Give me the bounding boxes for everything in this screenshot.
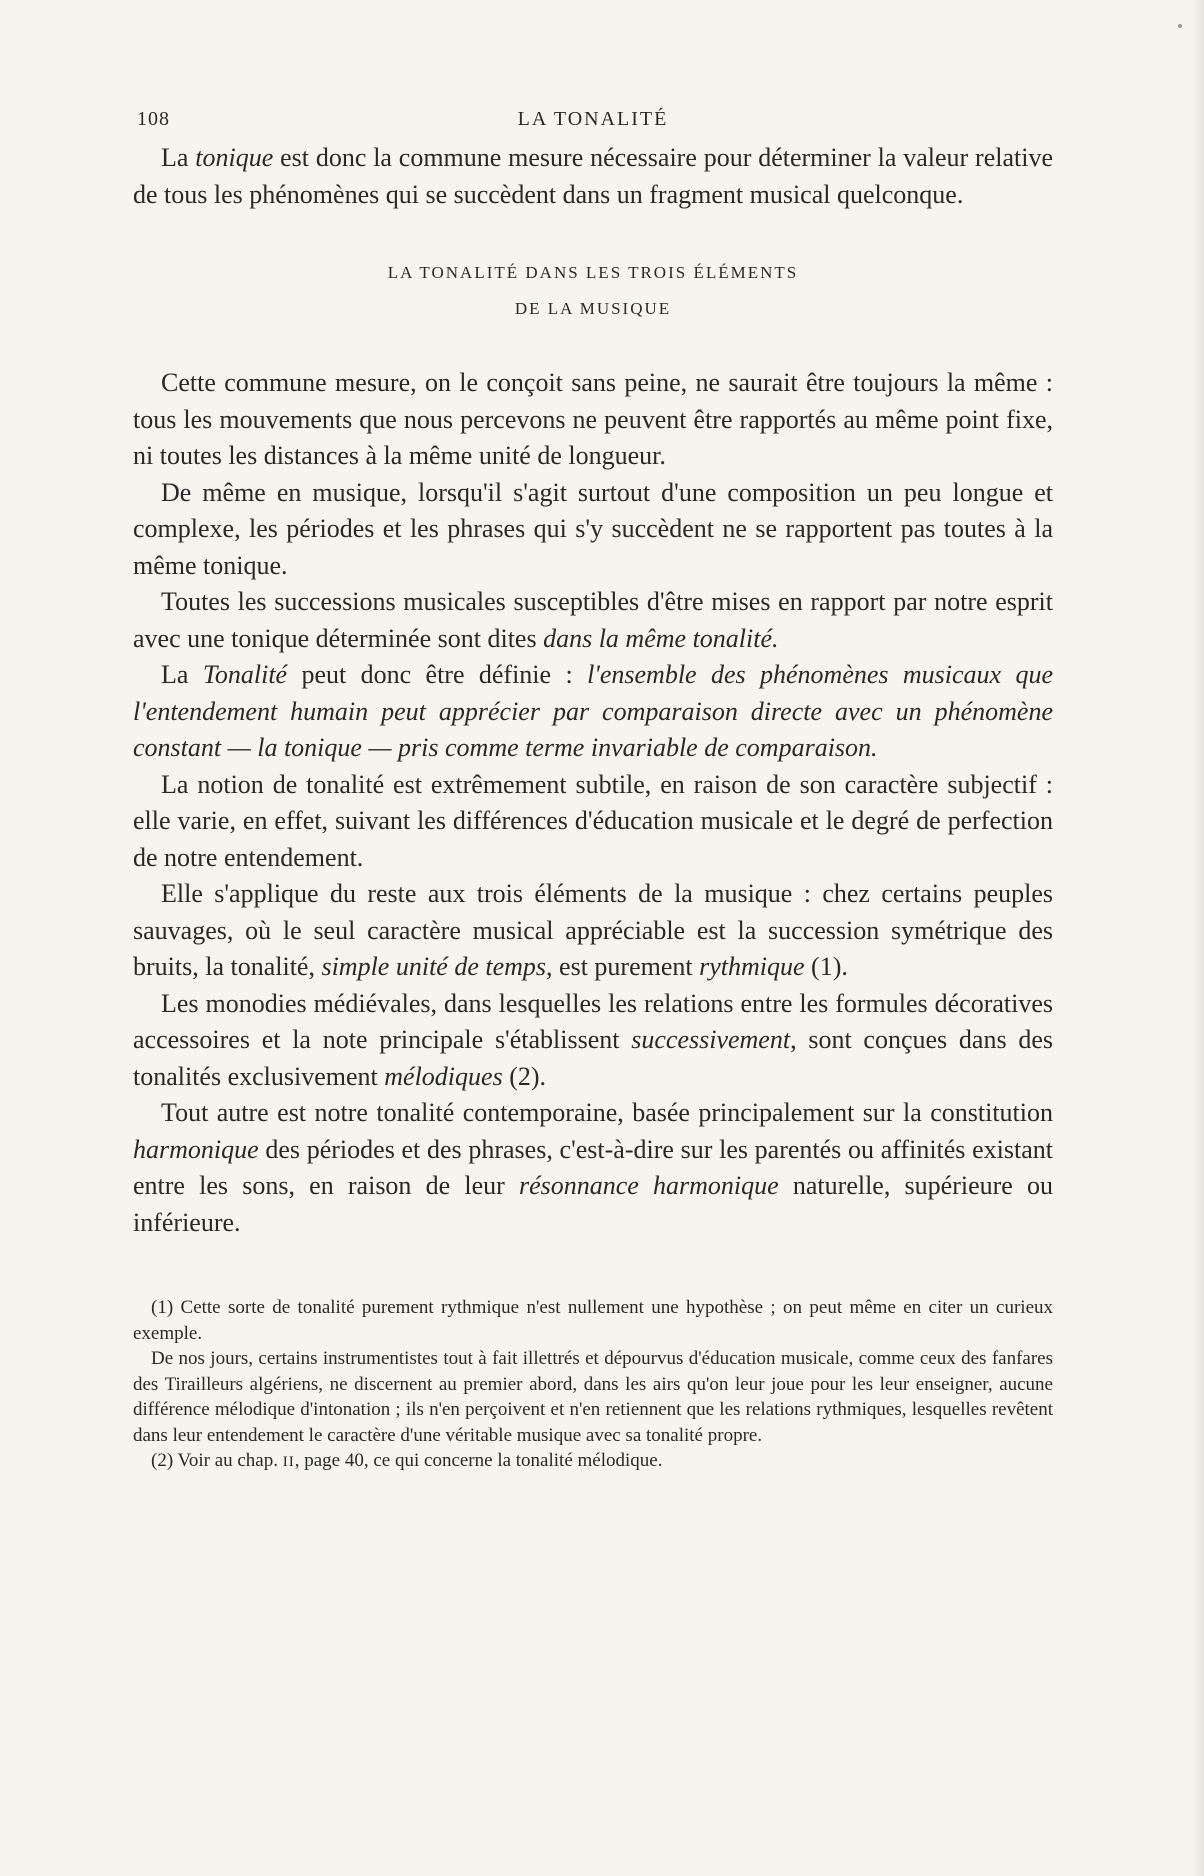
page-edge-shadow	[1192, 0, 1204, 1876]
footnote-1: (1) Cette sorte de tonalité purement rythmique n'est nullement une hypothèse ; on peut même en citer un curieux exemple.	[133, 1297, 1053, 1344]
book-page	[133, 100, 1053, 1476]
paragraph-trois-elements	[133, 876, 1053, 986]
footnote-2	[133, 1448, 1053, 1476]
text-run: peut donc être définie :	[287, 660, 588, 689]
scan-speck	[1178, 24, 1182, 28]
text-run: , est purement	[546, 952, 700, 981]
text-run: des périodes et des phrases, c'est-à-dire sur les parentés ou affinités existant entre les sons, en raison de leur	[133, 1134, 1053, 1200]
running-head	[133, 100, 1053, 140]
footnotes	[133, 1295, 1053, 1476]
section-heading-line2: DE LA MUSIQUE	[514, 299, 672, 318]
text-run: (1).	[804, 952, 848, 981]
text-run: Les monodies médiévales, dans lesquelles les relations entre les formules décoratives accessoires et la note principale s'établissent	[133, 988, 1053, 1054]
paragraph-intro	[133, 140, 1053, 213]
section-heading	[133, 255, 1053, 327]
text-run: La	[161, 143, 196, 172]
running-title: LA TONALITÉ	[517, 108, 669, 130]
text-run: est donc la commune mesure nécessaire pour déterminer la valeur relative de tous les phénomènes qui se succèdent dans un fragment musical quelconque.	[133, 143, 1053, 209]
footnote-1-continued: De nos jours, certains instrumentistes tout à fait illettrés et dépourvus d'éducation musicale, comme ceux des fanfares des Tirailleurs algériens, ne discernent au premier abord, dans les airs qu'on leur joue pour les leur enseigner, aucune différence mélodique d'intonation ; ils n'en perçoivent et n'en retiennent que les relations rythmiques, lesquelles revêtent dans leur entendement le caractère d'une véritable musique avec sa tonalité propre.	[133, 1348, 1053, 1446]
text-run: Elle s'applique du reste aux trois éléments de la musique : chez certains peuples sauvages, où le seul caractère musical appréciable est la succession symétrique des bruits, la tonalité,	[133, 879, 1053, 981]
text-run: (2) Voir au chap.	[151, 1450, 283, 1471]
paragraph-en-musique: De même en musique, lorsqu'il s'agit surtout d'une composition un peu longue et complexe, les périodes et les phrases qui s'y succèdent ne se rapportent pas toutes à la même tonique.	[133, 477, 1053, 580]
italic-run: Tonalité	[202, 660, 288, 689]
italic-run: successivement	[631, 1025, 791, 1054]
paragraph-notion: La notion de tonalité est extrêmement subtile, en raison de son caractère subjectif : elle varie, en effet, suivant les différences d'éducation musicale et le degré de perfection de notre entendement.	[133, 769, 1053, 872]
italic-run: l'ensemble des phénomènes musicaux que l'entendement humain peut apprécier par comparaison directe avec un phénomène constant — la tonique — pris comme terme invariable de comparaison.	[133, 660, 1054, 762]
italic-run: rythmique	[699, 952, 805, 981]
text-run: (2).	[502, 1061, 547, 1091]
text-run: La	[161, 660, 203, 689]
page-number: 108	[137, 108, 170, 130]
paragraph-successions	[133, 584, 1053, 657]
italic-run: mélodiques	[384, 1061, 503, 1091]
italic-run: simple unité de temps	[321, 952, 547, 981]
paragraph-contemporaine	[133, 1095, 1053, 1241]
paragraph-definition	[133, 657, 1053, 767]
text-run: Tout autre est notre tonalité contemporaine, basée principalement sur la constitution	[161, 1098, 1053, 1127]
italic-run: tonique	[195, 143, 274, 172]
italic-run: harmonique	[133, 1134, 259, 1164]
text-run: naturelle, supérieure ou inférieure.	[133, 1171, 1054, 1237]
text-run: Toutes les successions musicales susceptibles d'être mises en rapport par notre esprit avec une tonique déterminée sont dites	[133, 587, 1053, 653]
text-run: , page 40, ce qui concerne la tonalité mélodique.	[294, 1450, 663, 1471]
roman-numeral: II	[282, 1454, 295, 1470]
paragraph-monodies	[133, 986, 1053, 1096]
paragraph-commune-mesure: Cette commune mesure, on le conçoit sans peine, ne saurait être toujours la même : tous les mouvements que nous percevons ne peuvent être rapportés au même point fixe, ni toutes les distances à la même unité de longueur.	[133, 368, 1053, 470]
section-heading-line1: LA TONALITÉ DANS LES TROIS ÉLÉMENTS	[387, 263, 799, 282]
italic-run: résonnance harmonique	[518, 1171, 779, 1200]
text-run: , sont conçues dans des tonalités exclusivement	[133, 1025, 1053, 1091]
italic-run: dans la même tonalité.	[543, 623, 779, 653]
